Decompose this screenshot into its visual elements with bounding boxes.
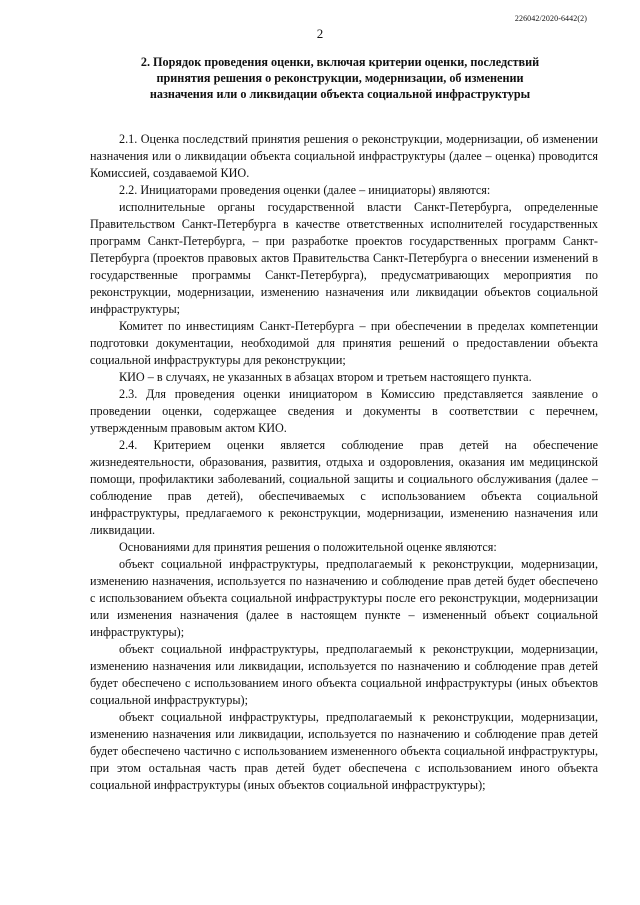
page-number: 2 xyxy=(316,26,324,41)
paragraph-ground-1: объект социальной инфраструктуры, предполагаемый к реконструкции, модернизации, изменению назначения, используется по назначению и соблюдение прав детей будет обеспечено с использованием объекта социальной инфраструктуры после его реконструкции, модернизации или изменения назначения (далее в настоящем пункте – измененный объект социальной инфраструктуры); xyxy=(90,557,598,639)
document-registration-number: 226042/2020-6442(2) xyxy=(514,14,587,23)
paragraph-ground-3: объект социальной инфраструктуры, предполагаемый к реконструкции, модернизации, изменению назначения или ликвидации, используется по назначению и соблюдение прав детей будет обеспечено частично с использованием измененного объекта социальной инфраструктуры, при этом остальная часть прав детей будет обеспечена с использованием иного объекта социальной инфраструктуры (иных объектов социальной инфраструктуры); xyxy=(90,710,598,792)
paragraph-ground-2: объект социальной инфраструктуры, предполагаемый к реконструкции, модернизации, изменению назначения или ликвидации, используется по назначению и соблюдение прав детей будет обеспечено с использованием иного объекта социальной инфраструктуры (иных объектов социальной инфраструктуры); xyxy=(90,642,598,707)
paragraph-grounds-intro: Основаниями для принятия решения о положительной оценке являются: xyxy=(119,540,497,554)
paragraph-initiators-kio: КИО – в случаях, не указанных в абзацах втором и третьем настоящего пункта. xyxy=(119,370,532,384)
document-body xyxy=(90,131,598,794)
paragraph-2-4: 2.4. Критерием оценки является соблюдение прав детей на обеспечение жизнедеятельности, образования, развития, отдыха и оздоровления, оказания им медицинской помощи, профилактики заболеваний, социальной защиты и социального обслуживания (далее – соблюдение прав детей), обеспечиваемых с использованием объекта социальной инфраструктуры, предлагаемого к реконструкции, модернизации, изменению назначения или ликвидации. xyxy=(90,438,598,537)
paragraph-2-3: 2.3. Для проведения оценки инициатором в Комиссию представляется заявление о проведении оценки, содержащее сведения и документы в соответствии с перечнем, утвержденным правовым актом КИО. xyxy=(90,387,598,435)
paragraph-initiators-executive-bodies: исполнительные органы государственной власти Санкт-Петербурга, определенные Правительством Санкт-Петербурга в качестве ответственных исполнителей государственных программ Санкт-Петербурга, – при разработке проектов государственных программ Санкт-Петербурга (проектов правовых актов Правительства Санкт-Петербурга о внесении изменений в государственные программы Санкт-Петербурга), предусматривающих мероприятия по реконструкции, модернизации, изменению назначения или ликвидации объектов социальной инфраструктуры; xyxy=(90,200,598,316)
section-heading: 2. Порядок проведения оценки, включая критерии оценки, последствий принятия решения о реконструкции, модернизации, об изменении назначения или о ликвидации объекта социальной инфраструктуры xyxy=(140,55,540,101)
paragraph-2-1: 2.1. Оценка последствий принятия решения о реконструкции, модернизации, об изменении назначения или о ликвидации объекта социальной инфраструктуры (далее – оценка) проводится Комиссией, создаваемой КИО. xyxy=(90,132,598,180)
paragraph-initiators-investment-committee: Комитет по инвестициям Санкт-Петербурга – при обеспечении в пределах компетенции подготовки документации, необходимой для принятия решений о предоставлении объекта социальной инфраструктуры для реконструкции; xyxy=(90,319,598,367)
paragraph-2-2: 2.2. Инициаторами проведения оценки (далее – инициаторы) являются: xyxy=(119,183,491,197)
